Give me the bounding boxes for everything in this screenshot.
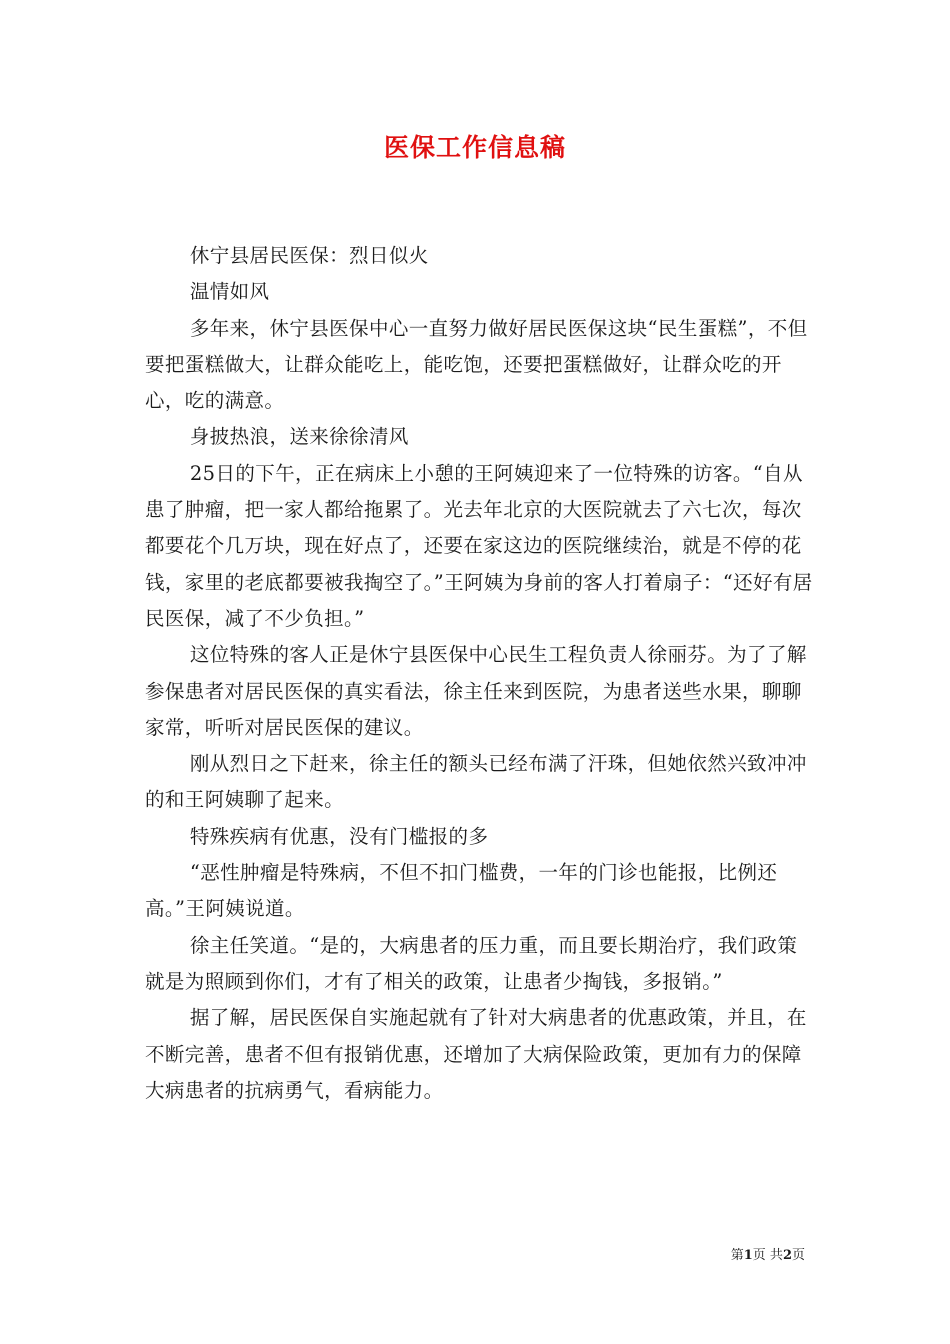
footer-middle: 页 共 bbox=[752, 1248, 783, 1263]
paragraph-quote: “恶性肿瘤是特殊病，不但不扣门槛费，一年的门诊也能报，比例还高。”王阿姨说道。 bbox=[145, 861, 778, 921]
footer-suffix: 页 bbox=[791, 1248, 805, 1263]
footer-page-current: 1 bbox=[743, 1248, 753, 1263]
footer-prefix: 第 bbox=[730, 1248, 744, 1263]
paragraph-reply: 徐主任笑道。“是的，大病患者的压力重，而且要长期治疗，我们政策就是为照顾到你们，才有了相关的政策，让患者少掏钱，多报销。” bbox=[145, 933, 798, 993]
paragraph-guest: 这位特殊的客人正是休宁县医保中心民生工程负责人徐丽芬。为了了解参保患者对居民医保的真实看法，徐主任来到医院，为患者送些水果，聊聊家常，听听对居民医保的建议。 bbox=[145, 643, 807, 739]
footer-page-total: 2 bbox=[782, 1248, 792, 1263]
paragraph-heading-2: 特殊疾病有优惠，没有门槛报的多 bbox=[189, 824, 489, 848]
page-number-footer bbox=[731, 1246, 805, 1266]
paragraph-subtitle-2: 温情如风 bbox=[189, 280, 270, 304]
paragraph-policy: 据了解，居民医保自实施起就有了针对大病患者的优惠政策，并且，在不断完善，患者不但有报销优惠，还增加了大病保险政策，更加有力的保障大病患者的抗病勇气，看病能力。 bbox=[145, 1006, 807, 1102]
paragraph-heat: 刚从烈日之下赶来，徐主任的额头已经布满了汗珠，但她依然兴致冲冲的和王阿姨聊了起来。 bbox=[145, 752, 807, 812]
paragraph-heading-1: 身披热浪，送来徐徐清风 bbox=[189, 425, 409, 449]
paragraph-visit: 25日的下午，正在病床上小憩的王阿姨迎来了一位特殊的访客。“自从患了肿瘤，把一家人都给拖累了。光去年北京的大医院就去了六七次，每次都要花个几万块，现在好点了，还要在家这边的医院继续治，就是不停的花钱，家里的老底都要被我掏空了。”王阿姨为身前的客人打着扇子：“还好有居民医保，减了不少负担。” bbox=[145, 461, 813, 630]
document-title: 医保工作信息稿 bbox=[383, 133, 566, 162]
paragraph-subtitle-1: 休宁县居民医保：烈日似火 bbox=[189, 244, 429, 267]
document-body bbox=[145, 238, 813, 1109]
paragraph-intro: 多年来，休宁县医保中心一直努力做好居民医保这块“民生蛋糕”，不但要把蛋糕做大，让群众能吃上，能吃饱，还要把蛋糕做好，让群众吃的开心，吃的满意。 bbox=[145, 316, 808, 413]
